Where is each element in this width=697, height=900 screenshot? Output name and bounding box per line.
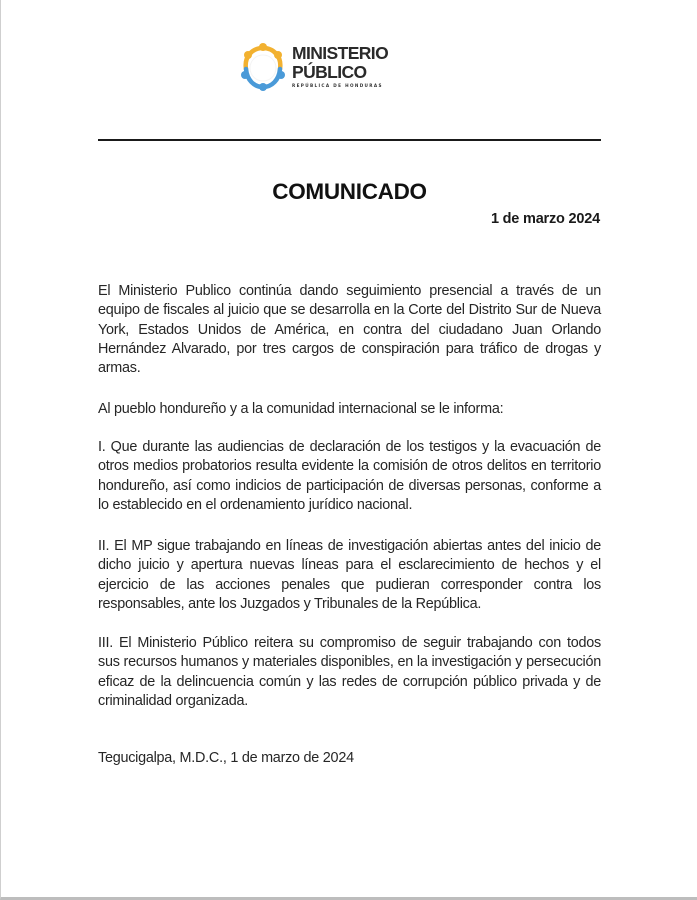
document-date: 1 de marzo 2024 (490, 211, 600, 227)
document-title: COMUNICADO (272, 179, 427, 204)
paragraph-point-3: III. El Ministerio Público reitera su compromiso de seguir trabajando con todos sus recursos humanos y materiales disponibles, en la investigación y persecución eficaz de la delincuencia común y las redes de corrupción público privada y de criminalidad organizada. (98, 635, 601, 709)
paragraph-intro: El Ministerio Publico continúa dando seguimiento presencial a través de un equipo de fiscales al juicio que se desarrolla en la Corte del Distrito Sur de Nueva York, Estados Unidos de América, en contra del ciudadano Juan Orlando Hernández Alvarado, por tres cargos de conspiración para tráfico de drogas y armas. (98, 283, 601, 377)
logo-subtitle: REPÚBLICA DE HONDURAS (292, 83, 383, 89)
ministerio-publico-logo (238, 42, 388, 92)
paragraph-point-2: II. El MP sigue trabajando en líneas de investigación abiertas antes del inicio de dicho juicio y apertura nuevas líneas para el esclarecimiento de hechos y el ejercicio de las acciones penales que pudieran corresponder contra los responsables, ante los Juzgados y Tribunales de la República. (98, 538, 601, 612)
logo-line-publico: PÚBLICO (292, 61, 367, 82)
paragraph-point-1: I. Que durante las audiencias de declaración de los testigos y la evacuación de otros medios probatorios resulta evidente la comisión de otros delitos en territorio hondureño, así como indicios de participación de diversas personas, conforme a lo establecido en el ordenamiento jurídico nacional. (98, 439, 601, 513)
paragraph-announcement: Al pueblo hondureño y a la comunidad internacional se le informa: (98, 401, 504, 417)
logo-wordmark (292, 45, 388, 88)
signature-place-date: Tegucigalpa, M.D.C., 1 de marzo de 2024 (98, 750, 354, 766)
people-circle-logo-icon (238, 42, 288, 92)
header-divider (98, 139, 601, 141)
logo-line-ministerio: MINISTERIO (292, 43, 389, 64)
